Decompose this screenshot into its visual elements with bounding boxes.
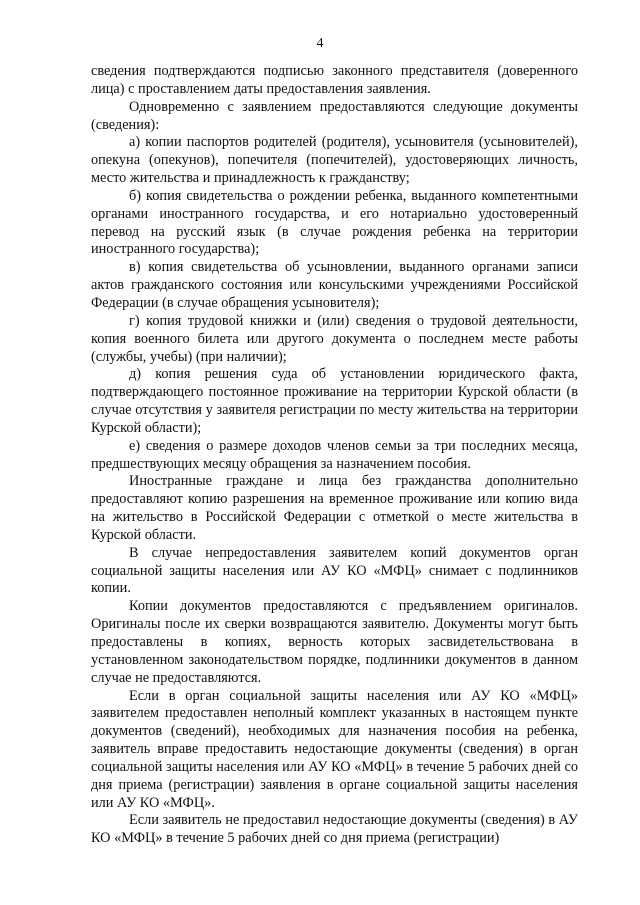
- paragraph-copies-not-provided: В случае непредоставления заявителем копий документов орган социальной защиты населения или АУ КО «МФЦ» снимает с подлинников копии.: [91, 544, 578, 597]
- paragraph-item-d: д) копия решения суда об установлении юридического факта, подтверждающего постоянное проживание на территории Курской области (в случае отсутствия у заявителя регистрации по месту жительства на территории Курской области);: [91, 366, 578, 436]
- paragraph-item-a: а) копии паспортов родителей (родителя), усыновителя (усыновителей), опекуна (опекунов), попечителя (попечителей), удостоверяющих личность, место жительства и принадлежность к гражданству;: [91, 134, 578, 187]
- paragraph-item-e: е) сведения о размере доходов членов семьи за три последних месяца, предшествующих месяцу обращения за назначением пособия.: [91, 437, 578, 472]
- paragraph-item-b: б) копия свидетельства о рождении ребенка, выданного компетентными органами иностранного государства, и его нотариально удостоверенный перевод на русский язык (в случае рождения ребенка на территории иностранного государства);: [91, 187, 578, 258]
- paragraph-signature-confirmation: сведения подтверждаются подписью законного представителя (доверенного лица) с проставлением даты предоставления заявления.: [91, 63, 578, 97]
- paragraph-originals: Копии документов предоставляются с предъявлением оригиналов. Оригиналы после их сверки возвращаются заявителю. Документы могут быть предоставлены в копиях, верность которых засвидетельствована в установленном законодательством порядке, подлинники документов в данном случае не предоставляются.: [91, 598, 578, 686]
- paragraph-incomplete-set: Если в орган социальной защиты населения или АУ КО «МФЦ» заявителем предоставлен неполный комплект указанных в настоящем пункте документов (сведений), необходимых для назначения пособия на ребенка, заявитель вправе предоставить недостающие документы (сведения) в орган социальной защиты населения или АУ КО «МФЦ» в течение 5 рабочих дней со дня приема (регистрации) заявления в органе социальной защиты населения или АУ КО «МФЦ».: [91, 687, 578, 811]
- paragraph-documents-intro: Одновременно с заявлением предоставляются следующие документы (сведения):: [91, 98, 578, 133]
- page-number: 4: [316, 36, 324, 51]
- paragraph-missing-documents: Если заявитель не предоставил недостающие документы (сведения) в АУ КО «МФЦ» в течение 5 рабочих дней со дня приема (регистрации): [91, 812, 578, 847]
- paragraph-item-v: в) копия свидетельства об усыновлении, выданного органами записи актов гражданского состояния или консульскими учреждениями Российской Федерации (в случае обращения усыновителя);: [91, 259, 578, 311]
- document-body: [91, 63, 578, 848]
- paragraph-foreign-citizens: Иностранные граждане и лица без гражданства дополнительно предоставляют копию разрешения на временное проживание или копию вида на жительство в Российской Федерации с отметкой о месте жительства в Курской области.: [91, 473, 578, 543]
- paragraph-item-g: г) копия трудовой книжки и (или) сведения о трудовой деятельности, копия военного билета или другого документа о последнем месте работы (службы, учебы) (при наличии);: [91, 312, 578, 365]
